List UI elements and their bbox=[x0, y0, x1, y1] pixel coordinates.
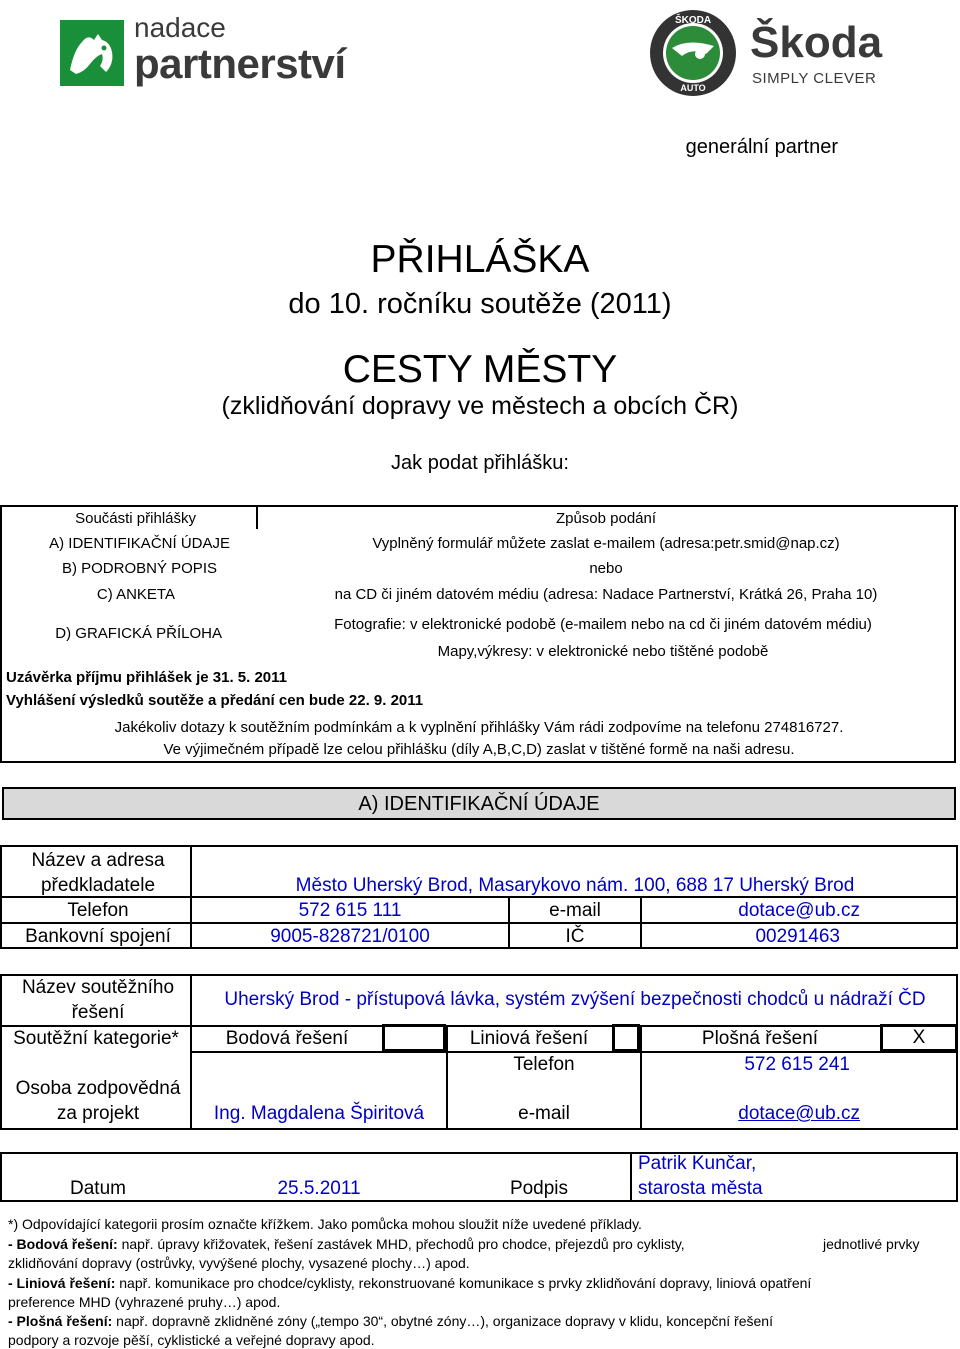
applicant-name-label-1: Název a adresa bbox=[31, 850, 165, 871]
skoda-brand-text: Škoda bbox=[750, 18, 883, 67]
responsible-email-link[interactable]: dotace@ub.cz bbox=[738, 1103, 860, 1124]
applicant-email-label: e-mail bbox=[549, 900, 601, 921]
note-area-text: např. dopravně zklidněné zóny („tempo 30“, obytné zóny…), organizace dopravy v klidu, koncepční řešení bbox=[112, 1313, 773, 1329]
competition-name: CESTY MĚSTY bbox=[342, 348, 618, 391]
note-line bbox=[8, 1275, 811, 1291]
results-text: Vyhlášení výsledků soutěže a předání cen bude 22. 9. 2011 bbox=[6, 692, 424, 709]
part-a-method: Vyplněný formulář můžete zaslat e-mailem (adresa:petr.smid@nap.cz) bbox=[372, 535, 840, 552]
section-a-header bbox=[2, 787, 956, 820]
note-1: *) Odpovídající kategorii prosím označte křížkem. Jako pomůcka mohou sloužit níže uvedené příklady. bbox=[8, 1216, 642, 1232]
date-label: Datum bbox=[70, 1178, 126, 1199]
category-label: Soutěžní kategorie* bbox=[13, 1028, 179, 1049]
applicant-phone-label: Telefon bbox=[67, 900, 129, 921]
responsible-label-1: Osoba zodpovědná bbox=[15, 1078, 181, 1099]
note-line-bold: - Liniová řešení: bbox=[8, 1275, 116, 1291]
page-subtitle: do 10. ročníku soutěže (2011) bbox=[288, 288, 672, 320]
checkbox-point[interactable] bbox=[382, 1024, 446, 1052]
signature-value-1: Patrik Kunčar, bbox=[638, 1153, 757, 1174]
part-b-label: B) PODROBNÝ POPIS bbox=[61, 560, 217, 577]
note-point bbox=[8, 1236, 685, 1252]
category-point-label: Bodová řešení bbox=[225, 1028, 349, 1049]
nadace-mark-icon bbox=[60, 20, 124, 86]
project-name-label-2: řešení bbox=[71, 1002, 125, 1023]
responsible-phone-label: Telefon bbox=[513, 1054, 575, 1075]
deadline-text: Uzávěrka příjmu přihlášek je 31. 5. 2011 bbox=[6, 669, 288, 686]
note-area-bold: - Plošná řešení: bbox=[8, 1313, 113, 1329]
responsible-phone-value: 572 615 241 bbox=[744, 1054, 850, 1075]
part-d-method-photos: Fotografie: v elektronické podobě (e-mailem nebo na cd či jiném datovém médiu) bbox=[334, 616, 872, 633]
nadace-text: nadace bbox=[134, 12, 226, 43]
note-point-bold: - Bodová řešení: bbox=[8, 1236, 118, 1252]
note-area bbox=[8, 1313, 773, 1329]
note-point-cont: zklidňování dopravy (ostrůvky, vyvýšené plochy, vysazené plochy…) apod. bbox=[8, 1255, 470, 1271]
skoda-tagline: SIMPLY CLEVER bbox=[752, 70, 877, 87]
responsible-name: Ing. Magdalena Špiritová bbox=[213, 1103, 425, 1124]
nadace-partnerstvi-logo bbox=[60, 12, 420, 92]
project-name-label-1: Název soutěžního bbox=[21, 977, 175, 998]
note-area-cont: podpory a rozvoje pěší, cyklistické a veřejné dopravy apod. bbox=[8, 1332, 375, 1348]
competition-subtitle: (zklidňování dopravy ve městech a obcích ČR) bbox=[221, 392, 739, 420]
parts-header-left: Součásti přihlášky bbox=[75, 510, 196, 527]
parts-header-right: Způsob podání bbox=[555, 510, 657, 527]
checkbox-line[interactable] bbox=[612, 1024, 640, 1052]
skoda-badge-top-text: ŠKODA bbox=[674, 15, 712, 26]
applicant-ic-value: 00291463 bbox=[755, 926, 840, 947]
skoda-logo bbox=[648, 8, 888, 108]
signature-value-2: starosta města bbox=[638, 1178, 763, 1199]
category-area-label: Plošná řešení bbox=[701, 1028, 819, 1049]
skoda-badge-bottom-text: AUTO bbox=[680, 83, 706, 93]
note-point-end: jednotlivé prvky bbox=[823, 1236, 920, 1252]
note-line-text: např. komunikace pro chodce/cyklisty, rekonstruované komunikace s prvky zklidňování dopravy, liniová opatření bbox=[115, 1275, 812, 1291]
info-line-1: Jakékoliv dotazy k soutěžním podmínkám a k vyplnění přihlášky Vám rádi zodpovíme na telefonu 274816727. bbox=[114, 719, 844, 736]
partner-label: generální partner bbox=[685, 136, 838, 158]
part-a-label: A) IDENTIFIKAČNÍ ÚDAJE bbox=[49, 535, 230, 552]
info-line-2: Ve výjimečném případě lze celou přihlášku (díly A,B,C,D) zaslat v tištěné formě na naši adresu. bbox=[163, 741, 795, 758]
applicant-email-value: dotace@ub.cz bbox=[738, 900, 860, 921]
page-title: PŘIHLÁŠKA bbox=[370, 238, 590, 281]
applicant-name-label-2: předkladatele bbox=[40, 875, 156, 896]
applicant-ic-label: IČ bbox=[565, 926, 585, 947]
applicant-bank-value: 9005-828721/0100 bbox=[270, 926, 430, 947]
section-a-title: A) IDENTIFIKAČNÍ ÚDAJE bbox=[358, 793, 600, 815]
how-to-heading: Jak podat přihlášku: bbox=[391, 452, 569, 474]
responsible-email-label: e-mail bbox=[518, 1103, 570, 1124]
skoda-badge-icon bbox=[648, 8, 738, 98]
part-d-method-maps: Mapy,výkresy: v elektronické nebo tištěné podobě bbox=[437, 643, 769, 660]
part-c-method: na CD či jiném datovém médiu (adresa: Nadace Partnerství, Krátká 26, Praha 10) bbox=[334, 586, 878, 603]
applicant-bank-label: Bankovní spojení bbox=[25, 926, 171, 947]
applicant-name-value: Město Uherský Brod, Masarykovo nám. 100, 688 17 Uherský Brod bbox=[295, 875, 855, 896]
responsible-label-2: za projekt bbox=[56, 1103, 140, 1124]
part-d-label: D) GRAFICKÁ PŘÍLOHA bbox=[55, 625, 222, 642]
note-point-text: např. úpravy křižovatek, řešení zastávek MHD, přechodů pro chodce, přejezdů pro cyklisty, bbox=[117, 1236, 685, 1252]
divider bbox=[0, 505, 958, 507]
partnerstvi-text: partnerství bbox=[134, 40, 346, 87]
part-b-method: nebo bbox=[589, 560, 623, 577]
checkbox-area-mark: X bbox=[912, 1027, 926, 1048]
date-value: 25.5.2011 bbox=[277, 1178, 361, 1199]
project-name-value: Uherský Brod - přístupová lávka, systém zvýšení bezpečnosti chodců u nádraží ČD bbox=[224, 989, 926, 1010]
applicant-phone-value: 572 615 111 bbox=[298, 900, 402, 921]
note-line-cont: preference MHD (vyhrazené pruhy…) apod. bbox=[8, 1294, 281, 1310]
category-line-label: Liniová řešení bbox=[469, 1028, 589, 1049]
divider bbox=[0, 761, 956, 763]
checkbox-area[interactable] bbox=[880, 1024, 958, 1052]
part-c-label: C) ANKETA bbox=[96, 586, 175, 603]
signature-label: Podpis bbox=[509, 1178, 569, 1199]
